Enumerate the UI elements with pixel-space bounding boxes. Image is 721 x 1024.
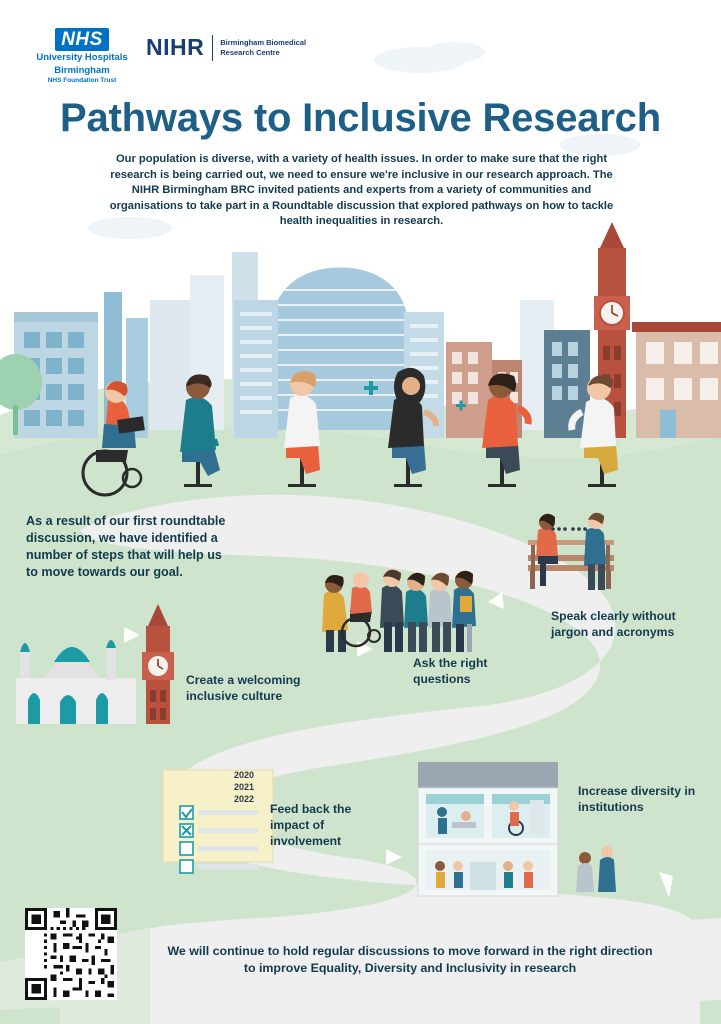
logo-divider — [212, 35, 213, 61]
nhs-logo — [26, 28, 138, 84]
callout-diversity: Increase diversity in institutions — [578, 784, 696, 814]
page-title: Pathways to Inclusive Research — [60, 96, 661, 140]
callout-welcome: Create a welcoming inclusive culture — [186, 673, 301, 703]
callout-ask: Ask the right questions — [413, 656, 488, 686]
nihr-logo-mark: NIHR — [146, 34, 205, 60]
nhs-logo-line1: University Hospitals — [36, 52, 128, 63]
checklist-year-2: 2022 — [233, 794, 255, 804]
qr-code[interactable] — [25, 908, 117, 1000]
nihr-logo-line2: Research Centre — [220, 47, 280, 57]
intro-paragraph: Our population is diverse, with a variety of health issues. In order to make sure that the right research is being carried out, we need to ensure we're inclusive in our research approach. The NIHR Birmingham BRC invited patients and experts from a variety of communities and organisations to take part in a Roundtable discussion that explored pathways on how to tackle health inequalities in research. — [109, 153, 614, 228]
checkbox-2 — [180, 842, 193, 855]
poster-header — [0, 22, 721, 82]
checklist-year-1: 2021 — [233, 782, 255, 792]
nihr-logo — [146, 34, 306, 61]
footer-statement: We will continue to hold regular discussions to move forward in the right direction to improve Equality, Diversity and Inclusivity in research — [167, 944, 653, 975]
nhs-logo-line3: NHS Foundation Trust — [47, 77, 117, 84]
nhs-logo-mark: NHS — [55, 28, 109, 51]
callout-feedback: Feed back the impact of involvement — [270, 802, 352, 848]
callout-speak: Speak clearly without jargon and acronyms — [551, 609, 676, 639]
feedback-checklist — [163, 770, 273, 873]
checklist-year-0: 2020 — [233, 770, 255, 780]
nihr-logo-line1: Birmingham Biomedical — [220, 38, 307, 47]
checkbox-3 — [180, 860, 193, 873]
nhs-logo-line2: Birmingham — [54, 64, 110, 76]
callout-result: As a result of our first roundtable discussion, we have identified a number of steps that will help us to move towards our goal. — [26, 514, 226, 579]
